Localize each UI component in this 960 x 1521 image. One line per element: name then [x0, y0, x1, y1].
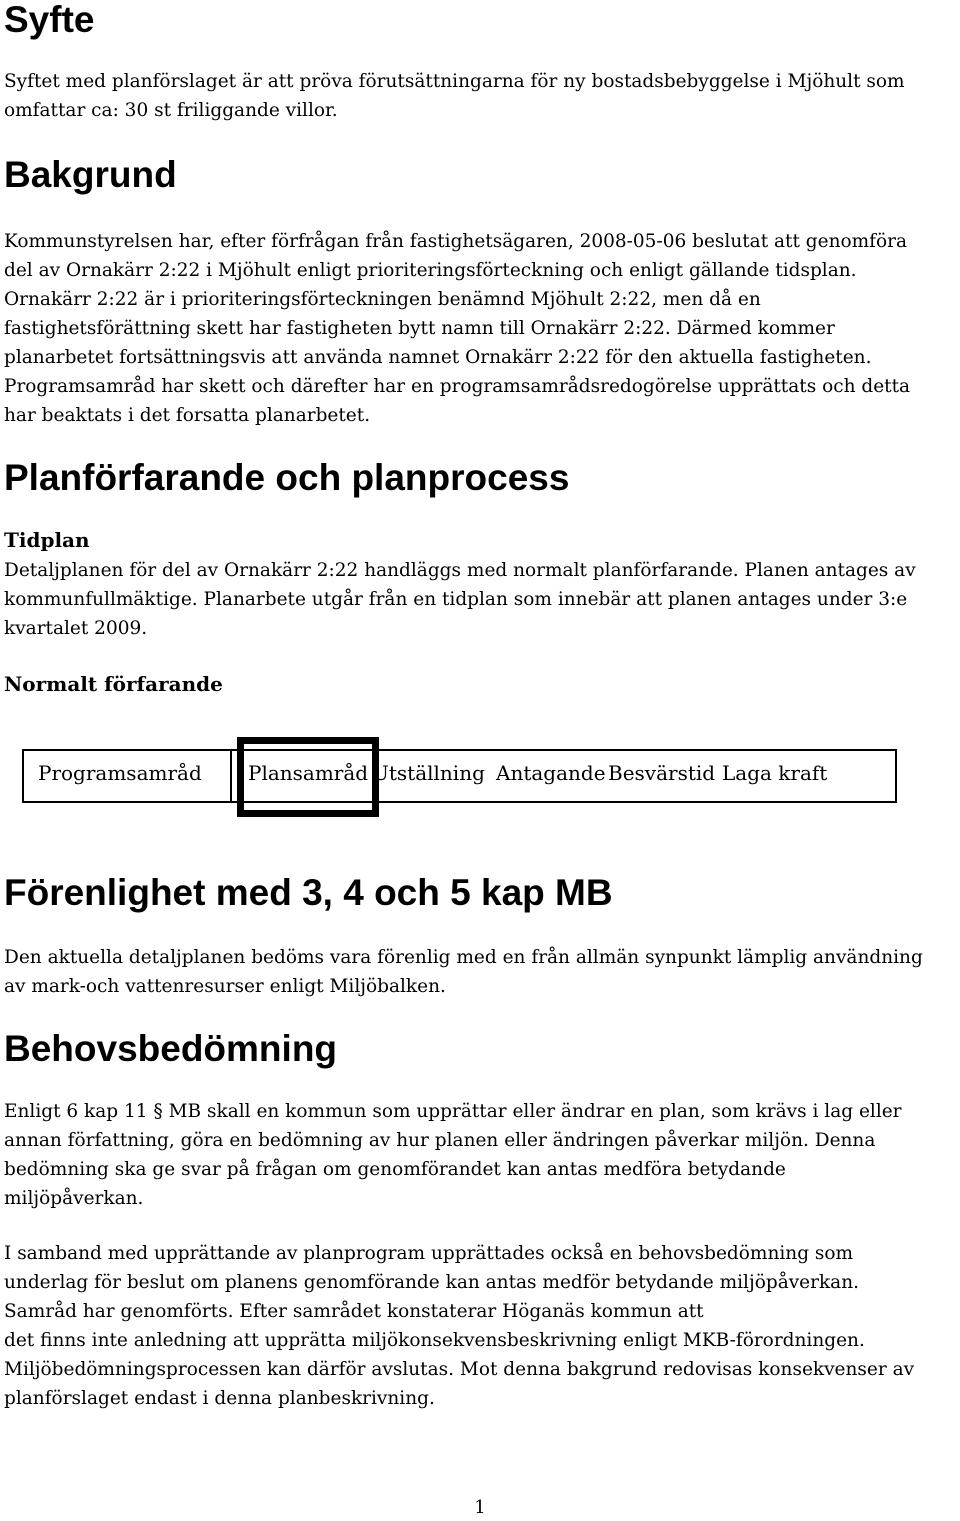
heading-bakgrund: Bakgrund [4, 154, 177, 195]
text-line: Enligt 6 kap 11 § MB skall en kommun som upprättar eller ändrar en plan, som krävs i lag eller [4, 1101, 902, 1122]
paragraph-forenlighet [4, 943, 923, 1001]
text-line: Den aktuella detaljplanen bedöms vara förenlig med en från allmän synpunkt lämplig användning [4, 947, 923, 968]
text-line: Programsamråd har skett och därefter har en programsamrådsredogörelse upprättats och detta [4, 376, 911, 397]
text-line: miljöpåverkan. [4, 1188, 144, 1209]
step-laga-kraft: Laga kraft [722, 761, 828, 785]
text-line: Ornakärr 2:22 är i prioriteringsförteckningen benämnd Mjöhult 2:22, men då en [4, 289, 761, 310]
text-line: av mark-och vattenresurser enligt Miljöbalken. [4, 976, 446, 997]
heading-planforfarande: Planförfarande och planprocess [4, 457, 570, 498]
text-line: fastighetsförättning skett har fastigheten bytt namn till Ornakärr 2:22. Därmed kommer [4, 318, 835, 339]
paragraph-tidplan [4, 556, 916, 643]
heading-syfte: Syfte [4, 0, 95, 40]
text-line: planförslaget endast i denna planbeskrivning. [4, 1388, 435, 1409]
text-line: omfattar ca: 30 st friliggande villor. [4, 100, 338, 121]
process-divider [230, 749, 232, 803]
text-line: underlag för beslut om planens genomförande kan antas medför betydande miljöpåverkan. [4, 1272, 860, 1293]
paragraph-behovsbedomning-1 [4, 1097, 902, 1213]
text-line: del av Ornakärr 2:22 i Mjöhult enligt prioriteringsförteckning och enligt gällande tidsplan. [4, 260, 857, 281]
text-line: annan författning, göra en bedömning av hur planen eller ändringen påverkar miljön. Denna [4, 1130, 876, 1151]
paragraph-behovsbedomning-2 [4, 1239, 914, 1413]
step-utstallning: Utställning [372, 761, 485, 785]
paragraph-bakgrund [4, 227, 910, 430]
heading-behovsbedomning: Behovsbedömning [4, 1028, 338, 1069]
text-line: Kommunstyrelsen har, efter förfrågan från fastighetsägaren, 2008-05-06 beslutat att genomföra [4, 231, 908, 252]
step-plansamrad: Plansamråd [248, 761, 369, 785]
text-line: Miljöbedömningsprocessen kan därför avslutas. Mot denna bakgrund redovisas konsekvenser av [4, 1359, 915, 1380]
text-line: har beaktats i det forsatta planarbetet. [4, 405, 371, 426]
heading-forenlighet: Förenlighet med 3, 4 och 5 kap MB [4, 872, 613, 913]
text-line: kommunfullmäktige. Planarbete utgår från en tidplan som innebär att planen antages under 3:e [4, 589, 908, 610]
page-number: 1 [474, 1497, 486, 1518]
text-line: planarbetet fortsättningsvis att använda namnet Ornakärr 2:22 för den aktuella fastigheten. [4, 347, 872, 368]
current-step-highlight [237, 737, 379, 817]
text-line: bedömning ska ge svar på frågan om genomförandet kan antas medföra betydande [4, 1159, 786, 1180]
text-line: Syftet med planförslaget är att pröva förutsättningarna för ny bostadsbebyggelse i Mjöhult som [4, 71, 905, 92]
step-besvarstid: Besvärstid [608, 761, 716, 785]
text-line: Samråd har genomförts. Efter samrådet konstaterar Höganäs kommun att [4, 1301, 704, 1322]
step-antagande: Antagande [496, 761, 606, 785]
text-line: Detaljplanen för del av Ornakärr 2:22 handläggs med normalt planförfarande. Planen antages av [4, 560, 916, 581]
step-programsamrad: Programsamråd [38, 761, 202, 785]
subheading-normalt-forfarande: Normalt förfarande [4, 672, 223, 696]
paragraph-syfte [4, 67, 905, 125]
text-line: det finns inte anledning att upprätta miljökonsekvensbeskrivning enligt MKB-förordningen. [4, 1330, 865, 1351]
subheading-tidplan: Tidplan [4, 528, 90, 552]
text-line: kvartalet 2009. [4, 618, 148, 639]
text-line: I samband med upprättande av planprogram upprättades också en behovsbedömning som [4, 1243, 854, 1264]
